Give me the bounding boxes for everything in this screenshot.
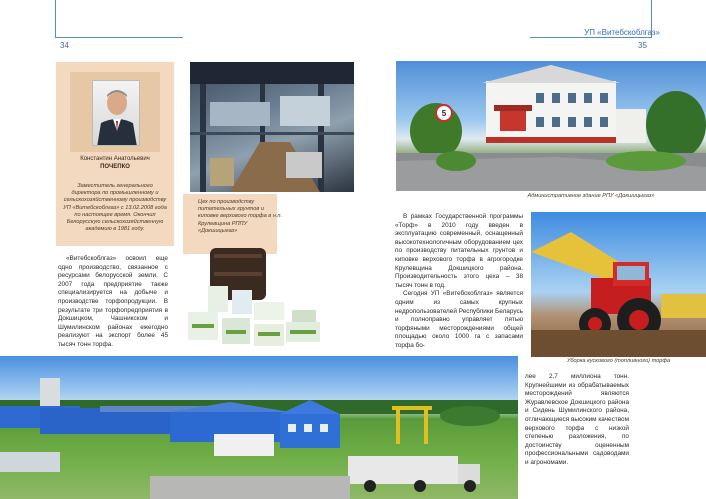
- article-column-2: [395, 213, 523, 351]
- workshop-caption: Цех по производству питательных грунтов и киповке верхового торфа в н.п. Крулевщина РППУ «Докшицыгаз»: [198, 199, 283, 234]
- admin-building-photo: [396, 61, 706, 191]
- article-col1-para: «Витебскоблгаз» освоил еще одно производство, связанное с ресурсами белорусской земли. С 2007 года предприятие также специализируется на добыче и производстве торфопродукции. В результате три торфопредприятия в Докшицком, Чашникском и Шумилинском районах ежегодно реализуют на экспорт более 45 тысяч тонн торфа.: [58, 255, 168, 348]
- peat-harvest-photo: [531, 212, 706, 357]
- workshop-photo: [190, 62, 354, 192]
- page-number-right: 35: [638, 41, 647, 50]
- article-col2-para1: В рамках Государственной программы «Торф» в 2010 году введен в эксплуатацию современный, оснащенный высокотехнологичным оборудованием цех по производству питательных грунтов и киповке верхового торфа в агрогородке Крулевщина Докшицкого района. Производительность этого цеха – 38 тысяч тонн в год.: [395, 213, 523, 289]
- header-rule-left: [55, 0, 56, 37]
- peat-plant-aerial-photo: [0, 356, 518, 499]
- article-column-1: [58, 255, 168, 350]
- running-head: УП «Витебскоблгаз»: [584, 28, 660, 37]
- portrait-photo: [92, 80, 140, 146]
- header-rule-left-h: [55, 37, 183, 38]
- speed-limit-sign: 5: [441, 109, 447, 118]
- admin-building-caption: Административное здание РПУ «Докшицыгаз»: [527, 193, 655, 199]
- peat-products-image: [180, 244, 325, 356]
- bio-first-name: Константин Анатольевич: [80, 156, 150, 162]
- bio-name: [56, 155, 174, 171]
- article-col2-para2: Сегодня УП «Витебскоблгаз» является одним из самых крупных недропользователей Республики Беларусь и полноправно управляет пятью торфяными месторождениями общей площадью около 1000 га с запасами торфа бо-: [395, 290, 523, 349]
- page-number-left: 34: [60, 41, 69, 50]
- article-column-3: лее 2,7 миллиона тонн. Крупнейшими из обрабатываемых месторождений являются Журавлевское Докшицкого района и Сидень Шумилинского района, отличающиеся высоким качеством верхового торфа с низкой степенью разложения, по достоинству оцененным профессиональными садоводами и агрономами.: [525, 373, 629, 466]
- peat-harvest-caption: Уборка кускового (топливного) торфа: [566, 358, 671, 364]
- bio-description: Заместитель генерального директора по промышленному и сельскохозяйственному производству УП «Витебскоблгаз» с 13.02.2008 года по настоящее время. Окончил Белорусскую сельскохозяйственную академию в 1981 году.: [63, 183, 167, 233]
- bio-last-name: ПОЧЕПКО: [100, 164, 130, 170]
- header-rule-right-h: [530, 37, 652, 38]
